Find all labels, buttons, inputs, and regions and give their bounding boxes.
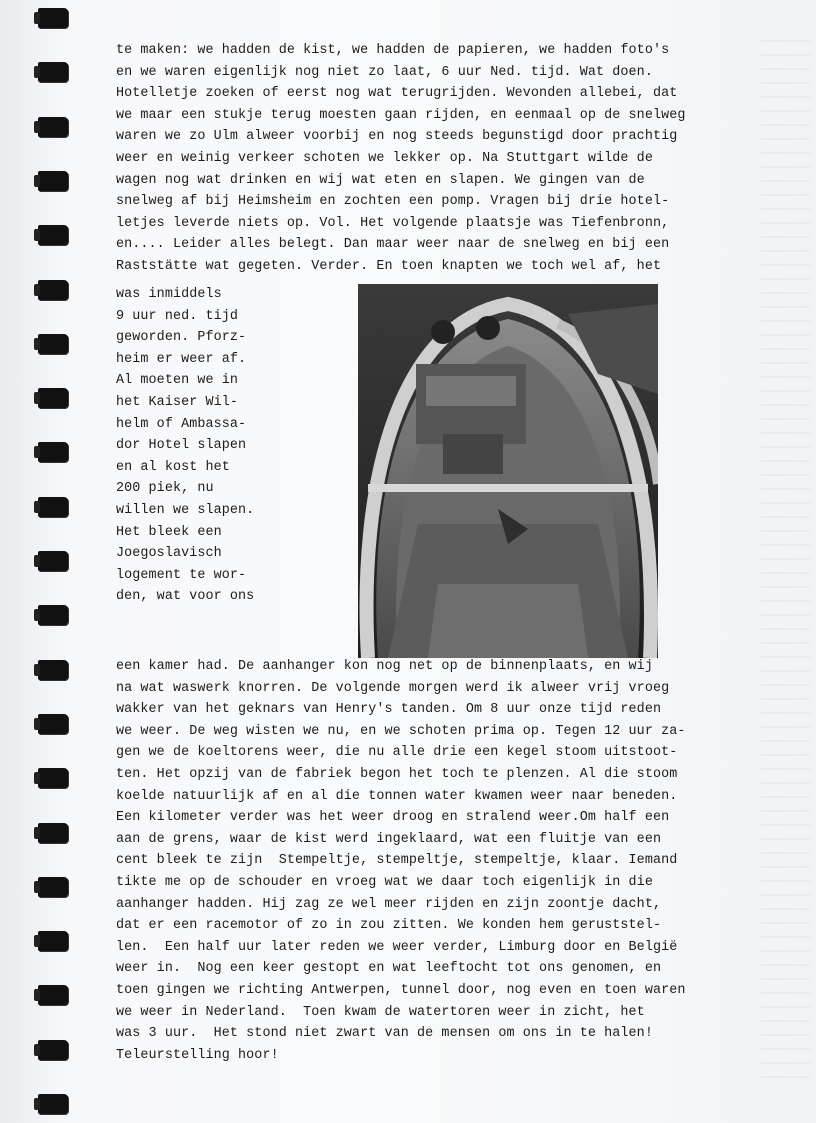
text-line: we maar een stukje terug moesten gaan rijden, en eenmaal op de snelweg [116,107,686,123]
binding-ring [38,931,68,951]
text-line: wagen nog wat drinken en wij wat eten en slapen. We gingen van de [116,172,645,188]
spiral-binding [0,0,80,1123]
text-line: heim er weer af. [116,351,247,367]
binding-ring [38,117,68,137]
show-through-text [760,40,810,1090]
text-line: en.... Leider alles belegt. Dan maar weer naar de snelweg en bij een [116,237,670,253]
text-line: het Kaiser Wil- [116,394,239,410]
binding-ring [38,877,68,897]
side-column-text [116,284,356,608]
text-line: was 3 uur. Het stond niet zwart van de mensen om ons in te halen! [116,1026,653,1042]
photo-illustration [358,284,658,658]
text-line: Hotelletje zoeken of eerst nog wat terugrijden. Wevonden allebei, dat [116,86,678,102]
binding-ring [38,605,68,625]
text-line: dor Hotel slapen [116,438,247,454]
text-line: en we waren eigenlijk nog niet zo laat, 6 uur Ned. tijd. Wat doen. [116,64,653,80]
text-line: was inmiddels [116,287,222,302]
binding-ring [38,442,68,462]
text-line: een kamer had. De aanhanger kon nog net op de binnenplaats, en wij [116,659,653,674]
text-line: we weer in Nederland. Toen kwam de watertoren weer in zicht, het [116,1004,645,1020]
binding-ring [38,171,68,191]
text-line: Al moeten we in [116,373,239,389]
binding-ring [38,388,68,408]
text-line: waren we zo Ulm alweer voorbij en nog steeds begunstigd door prachtig [116,129,678,145]
text-line: wakker van het geknars van Henry's tanden. Om 8 uur onze tijd reden [116,702,662,718]
binding-ring [38,823,68,843]
text-line: helm of Ambassa- [116,416,247,432]
text-line: aanhanger hadden. Hij zag ze wel meer rijden en zijn zoontje dacht, [116,896,662,912]
text-line: Een kilometer verder was het weer droog en stralend weer.Om half een [116,810,670,826]
binding-ring [38,660,68,680]
binding-ring [38,62,68,82]
text-line: Teleurstelling hoor! [116,1047,279,1063]
text-line: cent bleek te zijn Stempeltje, stempeltje, stempeltje, klaar. Iemand [116,853,678,869]
glider-cockpit-photo [358,284,658,658]
text-line: en al kost het [116,459,230,475]
binding-ring [38,714,68,734]
text-line: weer in. Nog een keer gestopt en wat leeftocht tot ons genomen, en [116,961,662,977]
text-line: te maken: we hadden de kist, we hadden de papieren, we hadden foto's [116,43,670,58]
binding-ring [38,768,68,788]
text-line: Het bleek een [116,524,222,540]
text-line: Joegoslavisch [116,546,222,562]
binding-ring [38,1040,68,1060]
text-line: na wat waswerk knorren. De volgende morgen werd ik alweer vrij vroeg [116,680,670,696]
binding-ring [38,225,68,245]
binding-ring [38,280,68,300]
binding-ring [38,1094,68,1114]
binding-ring [38,985,68,1005]
top-paragraph [116,40,746,278]
text-line: geworden. Pforz- [116,330,247,346]
binding-ring [38,497,68,517]
text-line: toen gingen we richting Antwerpen, tunnel door, nog even en toen waren [116,982,686,998]
text-line: aan de grens, waar de kist werd ingeklaard, wat een fluitje van een [116,831,662,847]
text-line: koelde natuurlijk af en al die tonnen water kwamen weer naar beneden. [116,788,678,804]
text-line: weer en weinig verkeer schoten we lekker op. Na Stuttgart wilde de [116,150,653,166]
text-line: tikte me op de schouder en vroeg wat we daar toch eigenlijk in die [116,874,653,890]
text-line: dat er een racemotor of zo in zou zitten. We konden hem geruststel- [116,918,662,934]
text-line: we weer. De weg wisten we nu, en we schoten prima op. Tegen 12 uur za- [116,723,686,739]
text-line: snelweg af bij Heimsheim en zochten een pomp. Vragen bij drie hotel- [116,194,670,210]
binding-ring [38,8,68,28]
binding-ring [38,334,68,354]
text-line: gen we de koeltorens weer, die nu alle drie een kegel stoom uitstoot- [116,745,678,761]
text-line: 9 uur ned. tijd [116,308,239,324]
text-line: 200 piek, nu [116,481,214,497]
text-line: willen we slapen. [116,502,255,518]
text-line: Raststätte wat gegeten. Verder. En toen knapten we toch wel af, het [116,258,662,274]
bottom-paragraph [116,656,756,1066]
text-line: ten. Het opzij van de fabriek begon het toch te plenzen. Al die stoom [116,766,678,782]
binding-ring [38,551,68,571]
text-line: logement te wor- [116,567,247,583]
text-line: len. Een half uur later reden we weer verder, Limburg door en België [116,939,678,955]
text-line: den, wat voor ons [116,589,255,605]
text-line: letjes leverde niets op. Vol. Het volgende plaatsje was Tiefenbronn, [116,215,670,231]
